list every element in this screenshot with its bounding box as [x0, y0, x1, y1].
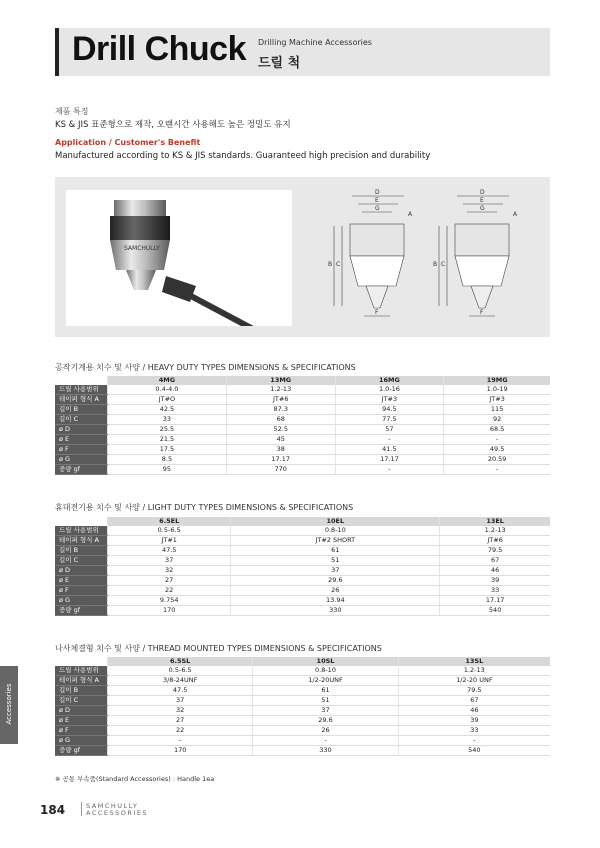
table-cell: 32 — [108, 706, 253, 716]
side-tab-label: Accessories — [5, 683, 13, 725]
table-cell: 17.5 — [108, 445, 227, 455]
dim-label-d: D — [375, 189, 380, 196]
table-cell: 68.5 — [444, 425, 550, 435]
column-header: 13EL — [440, 517, 550, 526]
table-row — [55, 435, 550, 445]
dim-label-a: A — [408, 211, 413, 218]
column-header: 10SL — [253, 657, 398, 666]
footer-divider — [81, 802, 82, 816]
table-cell: 46 — [440, 566, 550, 576]
table-row — [55, 546, 550, 556]
table-cell: JT#3 — [335, 395, 444, 405]
table-cell: JT#2 SHORT — [231, 536, 440, 546]
row-label: ø D — [55, 706, 108, 716]
features-ko-text: KS & JIS 표준형으로 제작, 오랜시간 사용해도 높은 정밀도 유지 — [55, 120, 291, 130]
table-cell: 68 — [226, 415, 335, 425]
table-row — [55, 526, 550, 536]
table-cell: 46 — [398, 706, 550, 716]
dim-label-a-2: A — [513, 211, 518, 218]
table-row — [55, 405, 550, 415]
table-row — [55, 726, 550, 736]
table-row — [55, 385, 550, 395]
table-row — [55, 666, 550, 676]
dim-label-e-2: E — [480, 197, 484, 204]
table-cell: 61 — [231, 546, 440, 556]
light-table-heading: 휴대전기용 치수 및 사양 / LIGHT DUTY TYPES DIMENSIONS & SPECIFICATIONS — [55, 503, 354, 512]
table-cell: 94.5 — [335, 405, 444, 415]
table-cell: 41.5 — [335, 445, 444, 455]
column-header: 6.5SL — [108, 657, 253, 666]
table-corner-cell — [55, 657, 108, 666]
row-label: ø F — [55, 586, 108, 596]
column-header: 13MG — [226, 376, 335, 385]
table-cell: JT#1 — [108, 536, 231, 546]
footer-brand-line2: ACCESSORIES — [86, 809, 149, 817]
table-cell: 37 — [108, 696, 253, 706]
table-corner-cell — [55, 376, 108, 385]
table-cell: 26 — [231, 586, 440, 596]
thread-mounted-spec-table — [55, 657, 550, 756]
footer-brand-line1: SAMCHULLY — [86, 802, 139, 810]
row-label: ø G — [55, 596, 108, 606]
table-row — [55, 536, 550, 546]
header-accent-line — [55, 28, 59, 76]
table-cell: 79.5 — [398, 686, 550, 696]
page-title: Drill Chuck — [72, 30, 246, 68]
table-row — [55, 425, 550, 435]
table-cell: 330 — [253, 746, 398, 756]
table-row — [55, 465, 550, 475]
table-cell: 27 — [108, 576, 231, 586]
thread-table-heading: 나사체결형 치수 및 사양 / THREAD MOUNTED TYPES DIMENSIONS & SPECIFICATIONS — [55, 644, 382, 653]
row-label: ø F — [55, 726, 108, 736]
row-label: 길이 B — [55, 405, 108, 415]
table-row — [55, 606, 550, 616]
drill-chuck-photo — [66, 190, 292, 326]
table-cell: 45 — [226, 435, 335, 445]
table-row — [55, 596, 550, 606]
table-cell: 29.6 — [253, 716, 398, 726]
table-cell: 20.59 — [444, 455, 550, 465]
table-cell: JT#O — [108, 395, 227, 405]
features-ko-heading: 제품 특징 — [55, 107, 89, 116]
table-row — [55, 736, 550, 746]
table-cell: 8.5 — [108, 455, 227, 465]
table-row — [55, 395, 550, 405]
column-header: 10EL — [231, 517, 440, 526]
dim-label-g-2: G — [480, 205, 485, 212]
table-cell: 38 — [226, 445, 335, 455]
table-cell: 13.94 — [231, 596, 440, 606]
column-header: 13SL — [398, 657, 550, 666]
dim-label-c-2: C — [441, 261, 446, 268]
row-label: 중량 gf — [55, 465, 108, 475]
table-row — [55, 455, 550, 465]
row-label: ø E — [55, 435, 108, 445]
table-cell: 61 — [253, 686, 398, 696]
row-label: 길이 B — [55, 686, 108, 696]
row-label: 길이 C — [55, 556, 108, 566]
footnote: ※ 공통 부속품(Standard Accessories) : Handle 1ea — [55, 775, 215, 783]
dim-label-f-2: F — [480, 309, 484, 316]
table-cell: JT#6 — [440, 536, 550, 546]
table-cell: 17.17 — [440, 596, 550, 606]
table-row — [55, 746, 550, 756]
column-header: 4MG — [108, 376, 227, 385]
dim-label-b: B — [328, 261, 333, 268]
dim-label-f: F — [375, 309, 379, 316]
table-corner-cell — [55, 517, 108, 526]
table-cell: 1.2-13 — [398, 666, 550, 676]
subtitle-ko: 드릴 척 — [258, 56, 301, 71]
table-cell: 0.5-6.5 — [108, 666, 253, 676]
row-label: 중량 gf — [55, 606, 108, 616]
table-cell: 67 — [440, 556, 550, 566]
table-cell: 87.3 — [226, 405, 335, 415]
row-label: 길이 C — [55, 415, 108, 425]
dim-label-e: E — [375, 197, 379, 204]
row-label: ø F — [55, 445, 108, 455]
table-cell: 57 — [335, 425, 444, 435]
dim-label-c: C — [336, 261, 341, 268]
table-header-row — [55, 517, 550, 526]
table-cell: 51 — [231, 556, 440, 566]
table-row — [55, 676, 550, 686]
drill-chuck-illustration — [66, 190, 292, 326]
dim-label-g: G — [375, 205, 380, 212]
table-cell: 95 — [108, 465, 227, 475]
column-header: 16MG — [335, 376, 444, 385]
table-cell: 37 — [108, 556, 231, 566]
table-cell: 37 — [231, 566, 440, 576]
table-cell: JT#6 — [226, 395, 335, 405]
light-duty-spec-table — [55, 517, 550, 616]
table-cell: - — [444, 465, 550, 475]
table-cell: 540 — [398, 746, 550, 756]
table-cell: - — [398, 736, 550, 746]
table-cell: 27 — [108, 716, 253, 726]
table-cell: 22 — [108, 726, 253, 736]
subtitle-en: Drilling Machine Accessories — [258, 38, 372, 47]
row-label: ø E — [55, 716, 108, 726]
table-row — [55, 586, 550, 596]
row-label: ø G — [55, 736, 108, 746]
heavy-table-heading: 공작기계용 치수 및 사양 / HEAVY DUTY TYPES DIMENSIONS & SPECIFICATIONS — [55, 363, 356, 372]
table-cell: 39 — [440, 576, 550, 586]
table-row — [55, 696, 550, 706]
table-cell: 49.5 — [444, 445, 550, 455]
table-row — [55, 556, 550, 566]
table-row — [55, 716, 550, 726]
chuck-brand-text: SAMCHULLY — [124, 245, 160, 252]
table-row — [55, 445, 550, 455]
table-cell: 25.5 — [108, 425, 227, 435]
table-cell: 51 — [253, 696, 398, 706]
column-header: 19MG — [444, 376, 550, 385]
table-cell: 170 — [108, 746, 253, 756]
table-cell: 47.5 — [108, 546, 231, 556]
table-cell: 79.5 — [440, 546, 550, 556]
table-cell: - — [253, 736, 398, 746]
table-cell: 0.4-4.0 — [108, 385, 227, 395]
dim-label-b-2: B — [433, 261, 438, 268]
table-cell: 1.0-19 — [444, 385, 550, 395]
table-cell: 33 — [108, 415, 227, 425]
table-cell: 92 — [444, 415, 550, 425]
table-cell: 3/8-24UNF — [108, 676, 253, 686]
row-label: 테이퍼 형식 A — [55, 395, 108, 405]
table-cell: 115 — [444, 405, 550, 415]
row-label: 드릴 사용범위 — [55, 385, 108, 395]
table-cell: 21.5 — [108, 435, 227, 445]
table-cell: 1.2-13 — [226, 385, 335, 395]
table-row — [55, 686, 550, 696]
table-cell: 77.5 — [335, 415, 444, 425]
row-label: 드릴 사용범위 — [55, 666, 108, 676]
features-en-text: Manufactured according to KS & JIS standards. Guaranteed high precision and durability — [55, 151, 431, 161]
table-cell: 47.5 — [108, 686, 253, 696]
row-label: 길이 B — [55, 546, 108, 556]
table-row — [55, 706, 550, 716]
table-cell: 17.17 — [335, 455, 444, 465]
table-cell: 42.5 — [108, 405, 227, 415]
table-row — [55, 415, 550, 425]
dim-label-d-2: D — [480, 189, 485, 196]
table-cell: 770 — [226, 465, 335, 475]
table-cell: 170 — [108, 606, 231, 616]
row-label: ø D — [55, 425, 108, 435]
table-header-row — [55, 376, 550, 385]
table-cell: 22 — [108, 586, 231, 596]
heavy-duty-spec-table — [55, 376, 550, 475]
table-cell: 29.6 — [231, 576, 440, 586]
table-cell: 67 — [398, 696, 550, 706]
table-cell: 26 — [253, 726, 398, 736]
table-cell: 1/2-20 UNF — [398, 676, 550, 686]
table-row — [55, 566, 550, 576]
table-header-row — [55, 657, 550, 666]
table-cell: 330 — [231, 606, 440, 616]
row-label: ø G — [55, 455, 108, 465]
table-cell: 9.754 — [108, 596, 231, 606]
table-cell: 52.5 — [226, 425, 335, 435]
table-cell: 33 — [440, 586, 550, 596]
table-cell: 32 — [108, 566, 231, 576]
features-en-heading: Application / Customer's Benefit — [55, 138, 201, 147]
table-cell: 33 — [398, 726, 550, 736]
table-cell: - — [108, 736, 253, 746]
table-cell: 37 — [253, 706, 398, 716]
table-cell: 17.17 — [226, 455, 335, 465]
table-cell: - — [335, 435, 444, 445]
table-cell: 1.0-16 — [335, 385, 444, 395]
table-cell: 0.5-6.5 — [108, 526, 231, 536]
page-number: 184 — [40, 803, 66, 817]
table-cell: 540 — [440, 606, 550, 616]
table-cell: 0.8-10 — [231, 526, 440, 536]
technical-drawings — [320, 186, 550, 332]
footer-brand — [86, 803, 148, 817]
table-cell: 39 — [398, 716, 550, 726]
table-cell: JT#3 — [444, 395, 550, 405]
row-label: 중량 gf — [55, 746, 108, 756]
table-cell: - — [444, 435, 550, 445]
row-label: ø E — [55, 576, 108, 586]
row-label: ø D — [55, 566, 108, 576]
row-label: 테이퍼 형식 A — [55, 676, 108, 686]
table-cell: 1/2-20UNF — [253, 676, 398, 686]
table-row — [55, 576, 550, 586]
column-header: 6.5EL — [108, 517, 231, 526]
table-cell: 0.8-10 — [253, 666, 398, 676]
table-cell: - — [335, 465, 444, 475]
table-cell: 1.2-13 — [440, 526, 550, 536]
row-label: 길이 C — [55, 696, 108, 706]
row-label: 드릴 사용범위 — [55, 526, 108, 536]
row-label: 테이퍼 형식 A — [55, 536, 108, 546]
